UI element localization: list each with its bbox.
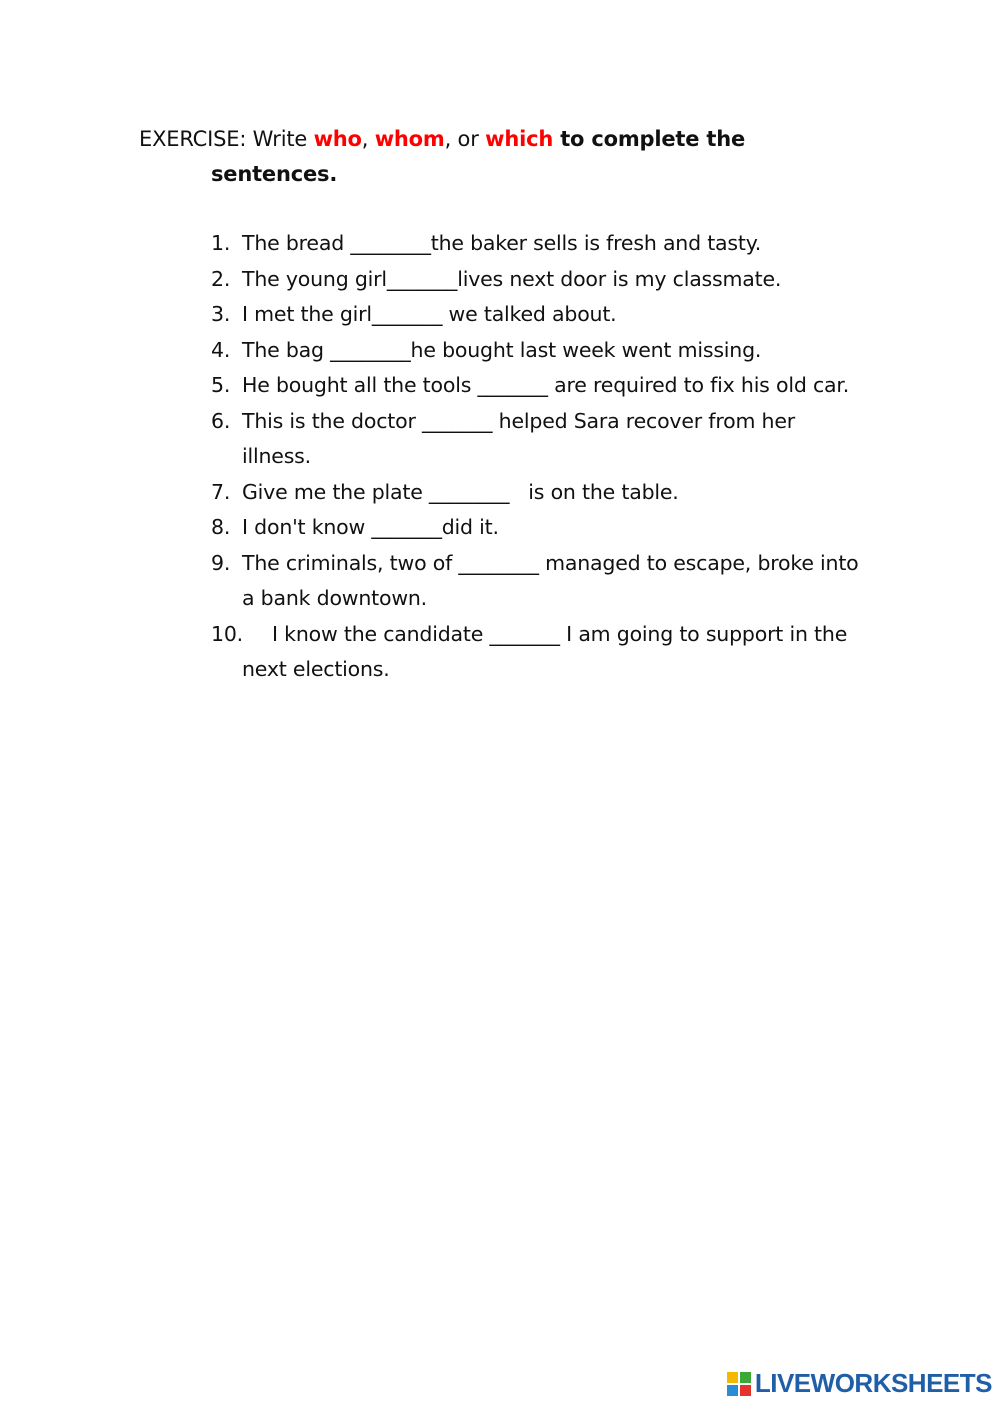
- instruction-sep2: , or: [444, 127, 486, 151]
- list-item: [211, 262, 861, 298]
- list-item: [211, 226, 861, 262]
- item-number: 6.: [211, 408, 231, 433]
- liveworksheets-logo-icon: [727, 1372, 751, 1396]
- item-number: 5.: [211, 373, 231, 397]
- list-item: [211, 510, 861, 546]
- item-number: 4.: [211, 337, 231, 362]
- item-text: He bought all the tools _______ are required to fix his old car.: [242, 373, 850, 397]
- instruction-prefix: EXERCISE: Write: [139, 127, 314, 151]
- item-text: The bread ________the baker sells is fresh and tasty.: [242, 231, 762, 255]
- list-item: [211, 546, 861, 617]
- keyword-which: which: [485, 127, 554, 151]
- list-item: [211, 297, 861, 333]
- item-text: The criminals, two of ________ managed to escape, broke into a bank downtown.: [242, 550, 859, 610]
- list-item: [211, 475, 861, 511]
- list-item: [211, 333, 861, 369]
- item-number: 9.: [211, 550, 231, 575]
- logo-text: LIVEWORKSHEETS: [754, 1368, 992, 1398]
- keyword-who: who: [313, 127, 362, 151]
- footer-logo[interactable]: [727, 1368, 992, 1399]
- item-text: Give me the plate ________ is on the table.: [242, 479, 679, 504]
- item-number: 1.: [211, 231, 231, 255]
- item-number: 10.: [211, 621, 244, 646]
- exercise-list: [211, 226, 861, 688]
- item-number: 8.: [211, 515, 231, 539]
- item-number: 3.: [211, 302, 231, 326]
- instruction: [139, 122, 839, 192]
- item-text: The bag ________he bought last week went missing.: [242, 337, 762, 362]
- instruction-sep1: ,: [361, 127, 375, 151]
- list-item: [211, 368, 861, 404]
- instruction-suffix: to complete the: [553, 127, 746, 151]
- instruction-line2: sentences.: [211, 162, 338, 186]
- item-text: I don't know _______did it.: [242, 515, 499, 539]
- item-text: I met the girl_______ we talked about.: [242, 302, 617, 326]
- item-number: 7.: [211, 479, 231, 504]
- list-item: [211, 617, 861, 688]
- item-number: 2.: [211, 266, 231, 291]
- keyword-whom: whom: [374, 127, 445, 151]
- list-item: [211, 404, 861, 475]
- item-text: The young girl_______lives next door is my classmate.: [242, 266, 782, 291]
- item-text: This is the doctor _______ helped Sara recover from her illness.: [242, 408, 795, 468]
- item-text: I know the candidate _______ I am going to support in the next elections.: [242, 621, 848, 681]
